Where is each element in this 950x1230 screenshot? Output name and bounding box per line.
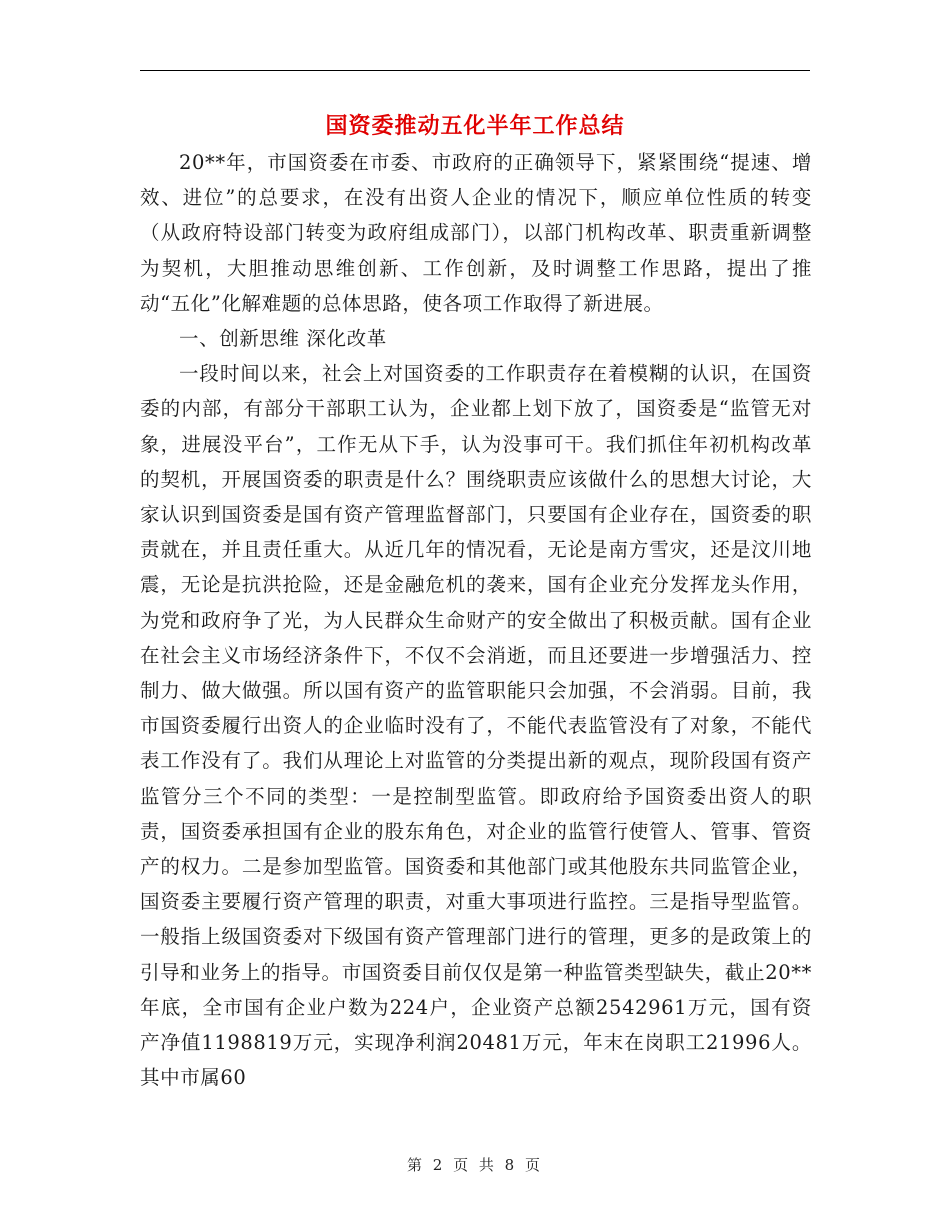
section-heading: 一、创新思维 深化改革: [179, 327, 387, 351]
document-title: 国资委推动五化半年工作总结: [325, 113, 625, 139]
header-rule: [140, 70, 810, 71]
page-number-footer: 第 2 页 共 8 页: [407, 1156, 543, 1174]
document-body: [140, 145, 812, 1095]
body-paragraph: 一段时间以来，社会上对国资委的工作职责存在着模糊的认识，在国资委的内部，有部分干部职工认为，企业都上划下放了，国资委是“监管无对象，进展没平台”，工作无从下手，认为没事可干。我们抓住年初机构改革的契机，开展国资委的职责是什么？围绕职责应该做什么的思想大讨论，大家认识到国资委是国有资产管理监督部门，只要国有企业存在，国资委的职责就在，并且责任重大。从近几年的情况看，无论是南方雪灾，还是汶川地震，无论是抗洪抢险，还是金融危机的袭来，国有企业充分发挥龙头作用，为党和政府争了光，为人民群众生命财产的安全做出了积极贡献。国有企业在社会主义市场经济条件下，不仅不会消逝，而且还要进一步增强活力、控制力、做大做强。所以国有资产的监管职能只会加强，不会消弱。目前，我市国资委履行出资人的企业临时没有了，不能代表监管没有了对象，不能代表工作没有了。我们从理论上对监管的分类提出新的观点，现阶段国有资产监管分三个不同的类型：一是控制型监管。即政府给予国资委出资人的职责，国资委承担国有企业的股东角色，对企业的监管行使管人、管事、管资产的权力。二是参加型监管。国资委和其他部门或其他股东共同监管企业，国资委主要履行资产管理的职责，对重大事项进行监控。三是指导型监管。一般指上级国资委对下级国有资产管理部门进行的管理，更多的是政策上的引导和业务上的指导。市国资委目前仅仅是第一种监管类型缺失，截止20**年底，全市国有企业户数为224户，企业资产总额2542961万元，国有资产净值1198819万元，实现净利润20481万元，年末在岗职工21996人。其中市属60: [140, 362, 812, 1090]
intro-paragraph: 20**年，市国资委在市委、市政府的正确领导下，紧紧围绕“提速、增效、进位”的总要求，在没有出资人企业的情况下，顺应单位性质的转变（从政府特设部门转变为政府组成部门），以部门机构改革、职责重新调整为契机，大胆推动思维创新、工作创新，及时调整工作思路，提出了推动“五化”化解难题的总体思路，使各项工作取得了新进展。: [140, 151, 812, 315]
